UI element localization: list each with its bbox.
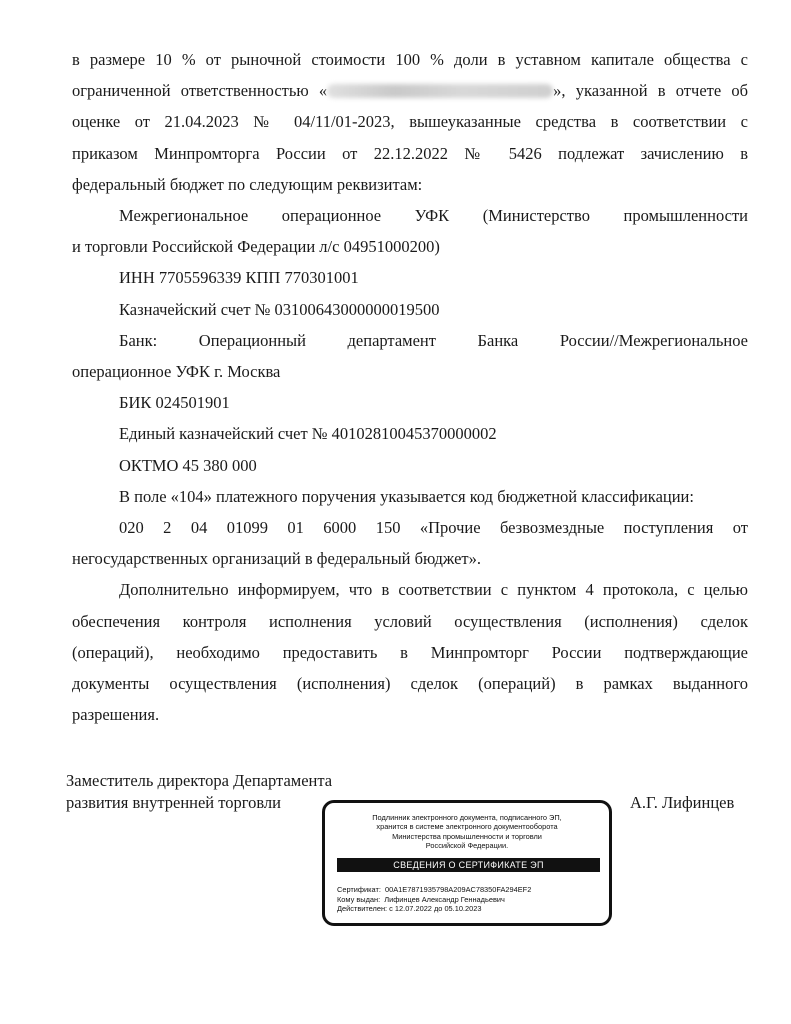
text-line [72,75,748,106]
text-line: приказом Минпромторга России от 22.12.2022 № 5426 подлежат зачислению в [72,143,748,163]
certificate-details [337,885,531,914]
signatory-title [66,770,332,814]
stamp-header-line: Подлинник электронного документа, подписанного ЭП, [372,813,562,822]
text-line: Межрегиональное операционное УФК (Министерство промышленности [119,206,748,226]
electronic-signature-stamp [322,800,612,926]
signatory-title-line: Заместитель директора Департамента [66,771,333,790]
signatory-title-line: развития внутренней торговли [66,793,281,812]
text-line: Дополнительно информируем, что в соответствии с пунктом 4 протокола, с целью [119,580,748,600]
treasury-account: Казначейский счет № 03100643000000019500 [119,299,440,319]
stamp-header-line: Российской Федерации. [425,840,509,850]
text-line: обеспечения контроля исполнения условий осуществления (исполнения) сделок [72,611,748,631]
single-treasury-account: Единый казначейский счет № 40102810045370000002 [119,424,497,444]
stamp-header [325,813,609,850]
issued-to-label: Кому выдан: [337,894,381,904]
letter-body [72,44,748,730]
issued-to-row [337,895,531,905]
stamp-header-line: Министерства промышленности и торговли [392,831,542,841]
text-line: в размере 10 % от рыночной стоимости 100 % доли в уставном капитале общества с [72,50,748,69]
kbk-paragraph [72,512,748,574]
certificate-info-bar: СВЕДЕНИЯ О СЕРТИФИКАТЕ ЭП [337,858,600,872]
text-line: федеральный бюджет по следующим реквизитам: [72,174,423,194]
bank-paragraph [72,325,748,387]
text-line: негосударственных организаций в федеральный бюджет». [72,549,481,569]
text-fragment: », указанной в отчете об [553,81,748,101]
issued-to-value: Лифинцев Александр Геннадьевич [384,894,505,904]
valid-row [337,904,531,914]
oktmo: ОКТМО 45 380 000 [119,455,257,475]
stamp-header-line: хранится в системе электронного документооборота [376,822,558,832]
text-line: и торговли Российской Федерации л/с 04951000200) [72,237,440,257]
valid-label: Действителен: [337,904,388,914]
text-line: Банк: Операционный департамент Банка России//Межрегиональное [119,330,748,350]
field-104-note: В поле «104» платежного поручения указывается код бюджетной классификации: [119,486,694,506]
text-line: оценке от 21.04.2023 № 04/11/01-2023, вышеуказанные средства в соответствии с [72,112,748,132]
inn-kpp: ИНН 7705596339 КПП 770301001 [119,268,359,288]
text-fragment: ограниченной ответственностью « [72,81,328,101]
text-line: документы осуществления (исполнения) сделок (операций) в рамках выданного [72,674,748,694]
valid-value: с 12.07.2022 до 05.10.2023 [389,904,482,914]
text-line: 020 2 04 01099 01 6000 150 «Прочие безвозмездные поступления от [119,518,748,538]
final-paragraph [72,574,748,730]
recipient-paragraph [72,200,748,262]
signatory-name: А.Г. Лифинцев [630,793,735,812]
certificate-label: Сертификат: [337,885,381,894]
bik: БИК 024501901 [119,393,230,413]
text-line: операционное УФК г. Москва [72,362,281,382]
certificate-value: 00A1E7871935798A209AC78350FA294EF2 [385,885,532,894]
redacted-company-name [327,84,553,98]
text-line: разрешения. [72,705,160,725]
payment-paragraph [72,44,748,200]
text-line: (операций), необходимо предоставить в Минпромторг России подтверждающие [72,642,748,662]
certificate-row [337,885,531,895]
